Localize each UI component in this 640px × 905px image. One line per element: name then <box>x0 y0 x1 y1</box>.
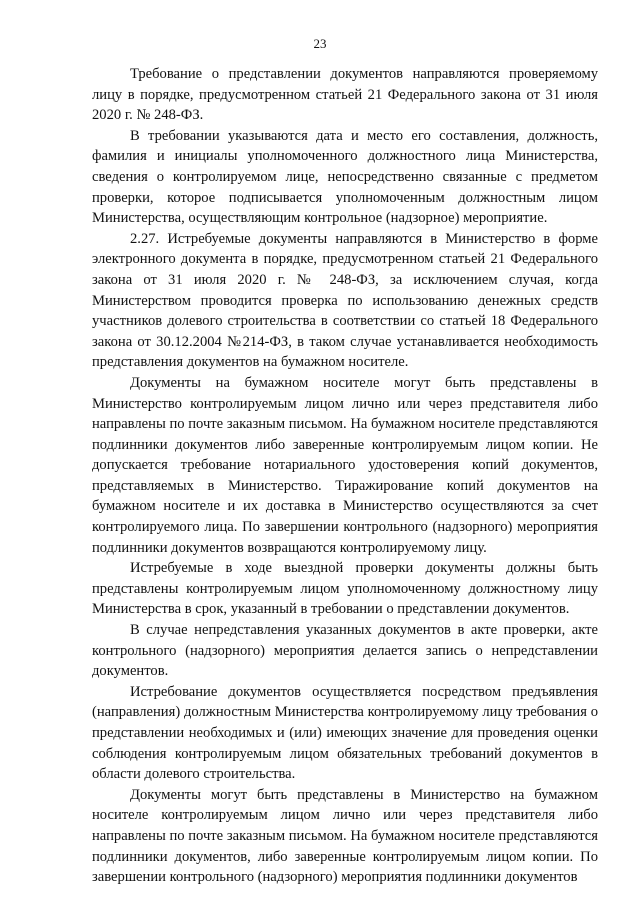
paragraph: Документы на бумажном носителе могут быть представлены в Министерство контролируемым лицом лично или через представителя либо направлены по почте заказным письмом. На бумажном носителе представляются подлинники документов либо заверенные контролируемым лицом копии. Не допускается требование нотариального удостоверения копий документов, представляемых в Министерство. Тиражирование копий документов на бумажном носителе и их доставка в Министерство осуществляются за счет контролируемого лица. По завершении контрольного (надзорного) мероприятия подлинники документов возвращаются контролируемому лицу. <box>92 374 598 556</box>
paragraph: Документы могут быть представлены в Министерство на бумажном носителе контролируемым лицом лично или через представителя либо направлены по почте заказным письмом. На бумажном носителе представляются подлинники документов, либо заверенные контролируемым лицом копии. По завершении контрольного (надзорного) мероприятия подлинники документов <box>92 786 598 886</box>
paragraph: В случае непредставления указанных документов в акте проверки, акте контрольного (надзорного) мероприятия делается запись о непредставлении документов. <box>92 622 598 680</box>
page-number: 23 <box>313 36 327 51</box>
paragraph: Требование о представлении документов направляются проверяемому лицу в порядке, предусмотренном статьей 21 Федерального закона от 31 июля 2020 г. № 248-ФЗ. <box>92 66 598 124</box>
paragraph: Истребование документов осуществляется посредством предъявления (направления) должностным Министерства контролируемому лицу требования о представлении необходимых и (или) имеющих значение для проведения оценки соблюдения контролируемым лицом обязательных требований документов в области долевого строительства. <box>92 683 598 783</box>
paragraph: Истребуемые в ходе выездной проверки документы должны быть представлены контролируемым лицом уполномоченному должностному лицу Министерства в срок, указанный в требовании о представлении документов. <box>92 560 598 618</box>
paragraph: 2.27. Истребуемые документы направляются в Министерство в форме электронного документа в порядке, предусмотренном статьей 21 Федерального закона от 31 июля 2020 г. № 248-ФЗ, за исключением случая, когда Министерством проводится проверка по использованию денежных средств участников долевого строительства в соответствии со статьей 18 Федерального закона от 30.12.2004 №214-ФЗ, в таком случае устанавливается необходимость представления документов на бумажном носителе. <box>92 230 598 371</box>
paragraph: В требовании указываются дата и место его составления, должность, фамилия и инициалы уполномоченного должностного лица Министерства, сведения о контролируемом лице, непосредственно связанные с предметом проверки, которое подписывается уполномоченным должностным лицом Министерства, осуществляющим контрольное (надзорное) мероприятие. <box>92 127 598 227</box>
document-body <box>92 64 598 888</box>
